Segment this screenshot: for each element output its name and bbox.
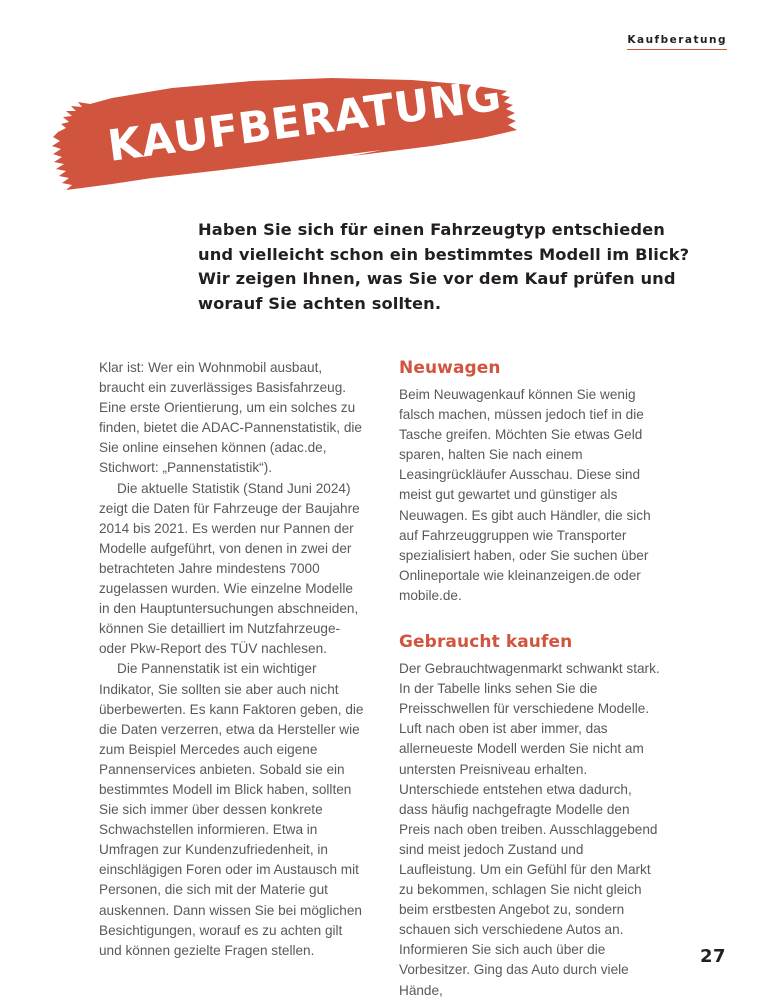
subheading-neuwagen: Neuwagen <box>399 358 501 378</box>
right-column <box>399 358 664 1001</box>
body-paragraph: Der Gebrauchtwagenmarkt schwankt stark. In der Tabelle links sehen Sie die Preisschwellen für verschiedene Modelle. Luft nach oben ist aber immer, das allerneueste Modell werden Sie nicht am untersten Preisniveau erhalten. Unterschiede entstehen etwa dadurch, dass häufig nachgefragte Modelle den Preis nach oben treiben. Ausschlaggebend sind meist jedoch Zustand und Laufleistung. Um ein Gefühl für den Markt zu bekommen, schlagen Sie nicht gleich beim erstbesten Angebot zu, sondern schauen sich verschiedene Autos an. Informieren Sie sich auch über die Vorbesitzer. Ging das Auto durch viele Hände, <box>399 661 660 998</box>
page-number: 27 <box>699 946 726 967</box>
body-paragraph: Klar ist: Wer ein Wohnmobil ausbaut, braucht ein zuverlässiges Basisfahrzeug. Eine erste Orientierung, um ein solches zu finden, bietet die ADAC-Pannenstatistik, die Sie online einsehen können (adac.de, Stichwort: „Pannenstatistik“). <box>99 360 362 476</box>
lead-paragraph: Haben Sie sich für einen Fahrzeugtyp entschieden und vielleicht schon ein bestimmtes Modell im Blick? Wir zeigen Ihnen, was Sie vor dem Kauf prüfen und worauf Sie achten sollten. <box>198 220 690 313</box>
section-banner <box>52 70 522 198</box>
article-columns <box>99 358 675 998</box>
subheading-gebraucht-kaufen: Gebraucht kaufen <box>399 632 573 653</box>
brush-stroke-graphic <box>52 70 522 198</box>
left-column <box>99 358 364 961</box>
banner-title: KAUFBERATUNG <box>104 70 505 172</box>
running-header <box>627 30 727 50</box>
body-paragraph: Beim Neuwagenkauf können Sie wenig falsch machen, müssen jedoch tief in die Tasche greifen. Möchten Sie etwas Geld sparen, halten Sie nach einem Leasingrückläufer Ausschau. Diese sind meist gut gewartet und günstiger als Neuwagen. Es gibt auch Händler, die sich auf Fahrzeuggruppen wie Transporter spezialisiert haben, oder Sie suchen über Onlineportale wie kleinanzeigen.de oder mobile.de. <box>399 387 651 603</box>
body-paragraph: Die aktuelle Statistik (Stand Juni 2024) zeigt die Daten für Fahrzeuge der Baujahre 2014 bis 2021. Es werden nur Pannen der Modelle aufgeführt, von denen in zwei der betrachteten Jahre mindestens 7000 zugelassen wurden. Wie einzelne Modelle in den Hauptuntersuchungen abschneiden, können Sie detailliert im Nutzfahrzeuge- oder Pkw-Report des TÜV nachlesen. <box>99 480 360 657</box>
lead-paragraph-block <box>198 218 698 316</box>
running-header-label: Kaufberatung <box>627 34 727 50</box>
body-paragraph: Die Pannenstatik ist ein wichtiger Indikator, Sie sollten sie aber auch nicht überbewerten. Es kann Faktoren geben, die die Daten verzerren, etwa da Hersteller wie zum Beispiel Mercedes auch eigene Pannenservices anbieten. Sobald sie ein bestimmtes Modell im Blick haben, sollten Sie sich immer über dessen konkrete Schwachstellen informieren. Etwa in Umfragen zur Kundenzufriedenheit, in einschlägigen Foren oder im Austausch mit Personen, die sich mit der Materie gut auskennen. Dann wissen Sie bei möglichen Besichtigungen, worauf es zu achten gilt und können gezielte Fragen stellen. <box>99 661 364 958</box>
